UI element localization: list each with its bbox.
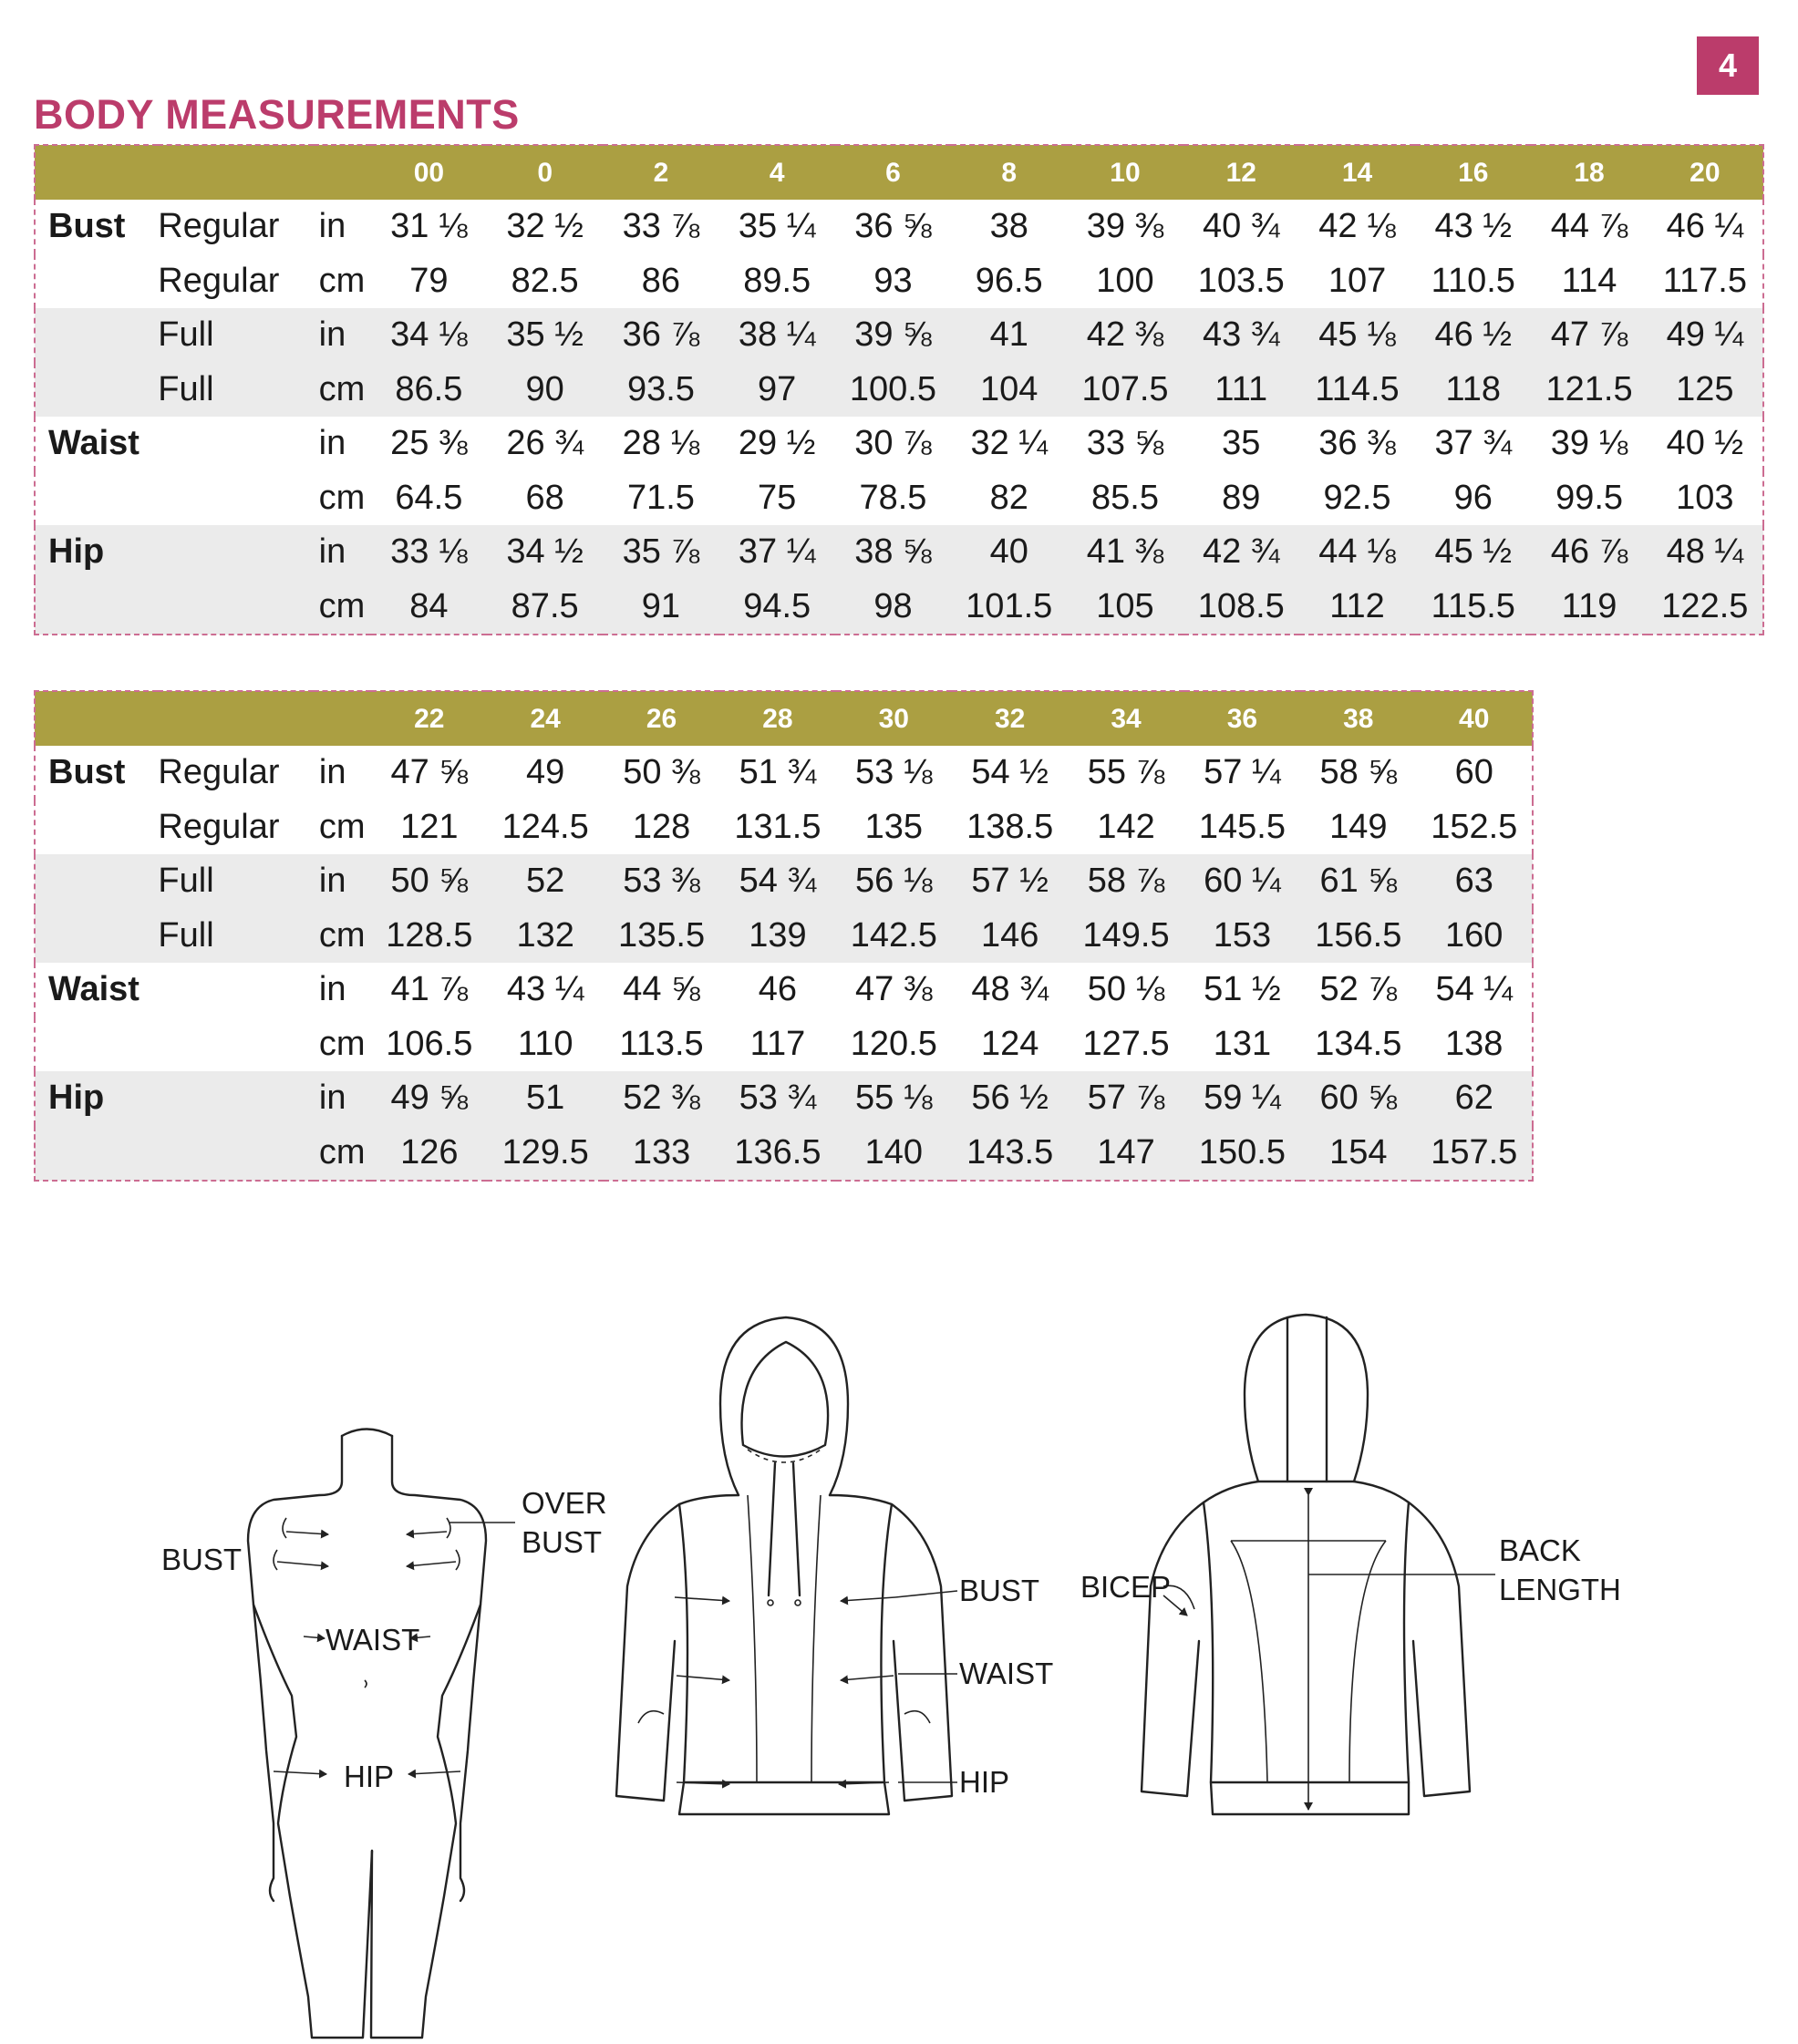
size-header-cell: 18 — [1531, 145, 1647, 200]
value-cell: 51 — [487, 1071, 603, 1126]
value-cell: 113.5 — [619, 1024, 704, 1063]
label-bust: BUST — [161, 1543, 243, 1576]
label-hoodie-hip: HIP — [959, 1765, 1010, 1799]
measure-cell — [35, 363, 158, 418]
table-row — [35, 746, 1533, 800]
value-cell: 35 ⅞ — [603, 525, 718, 580]
unit-cell: cm — [318, 261, 366, 300]
size-header-cell: 2 — [603, 145, 718, 200]
value-cell: 54 ½ — [971, 753, 1049, 792]
label-over-bust-1: OVER — [522, 1486, 607, 1520]
value-cell: 94.5 — [719, 580, 835, 635]
value-cell: 89.5 — [743, 261, 811, 300]
value-cell: 93 — [873, 261, 913, 300]
value-cell: 35 — [1222, 424, 1261, 463]
value-cell: 52 ⅜ — [604, 1071, 719, 1126]
value-cell: 150.5 — [1184, 1126, 1300, 1182]
value-cell: 160 — [1416, 909, 1533, 964]
value-cell: 99.5 — [1555, 478, 1624, 517]
value-cell: 132 — [487, 909, 603, 964]
label-over-bust-2: BUST — [522, 1525, 603, 1559]
value-cell: 48 ¾ — [971, 970, 1049, 1009]
value-cell: 138.5 — [966, 807, 1054, 846]
value-cell: 98 — [835, 580, 951, 635]
value-cell: 124 — [980, 1024, 1039, 1063]
measure-cell: Waist — [48, 424, 140, 463]
measurement-diagrams — [0, 1276, 1798, 2044]
value-cell: 53 ⅛ — [855, 753, 933, 792]
size-header-cell: 14 — [1299, 145, 1415, 200]
value-cell: 117 — [749, 1024, 806, 1063]
size-table-2 — [34, 690, 1534, 1182]
value-cell: 40 — [951, 525, 1067, 580]
table-row — [35, 1017, 1533, 1072]
value-cell: 37 ¾ — [1434, 424, 1513, 463]
value-cell: 30 ⅞ — [854, 424, 932, 463]
fit-type-cell — [158, 1071, 314, 1126]
fit-type-cell — [158, 1017, 314, 1072]
value-cell: 126 — [371, 1126, 487, 1182]
value-cell: 39 ⅝ — [835, 308, 951, 363]
value-cell: 44 ⅛ — [1299, 525, 1415, 580]
label-bicep: BICEP — [1080, 1570, 1172, 1604]
size-header-row — [35, 145, 1763, 200]
value-cell: 75 — [758, 478, 797, 517]
value-cell: 110 — [517, 1024, 574, 1063]
fit-type-cell: Full — [158, 363, 313, 418]
unit-cell: in — [318, 970, 346, 1009]
size-header-cell: 40 — [1416, 691, 1533, 746]
value-cell: 54 ¾ — [719, 854, 835, 909]
value-cell: 68 — [525, 478, 564, 517]
fit-type-cell: Full — [158, 909, 314, 964]
value-cell: 93.5 — [603, 363, 718, 418]
value-cell: 135 — [864, 807, 923, 846]
unit-cell: in — [318, 753, 346, 792]
size-header-cell: 20 — [1648, 145, 1763, 200]
value-cell: 79 — [409, 261, 449, 300]
value-cell: 153 — [1184, 909, 1300, 964]
hoodie-back — [1142, 1315, 1470, 1814]
unit-cell: cm — [318, 1024, 366, 1063]
fit-type-cell: Full — [158, 308, 313, 363]
fit-type-cell: Full — [158, 854, 314, 909]
fit-type-cell — [158, 417, 313, 471]
value-cell: 25 ⅜ — [390, 424, 468, 463]
value-cell: 114.5 — [1299, 363, 1415, 418]
value-cell: 50 ⅜ — [623, 753, 700, 792]
value-cell: 39 ⅛ — [1550, 424, 1628, 463]
value-cell: 38 ⅝ — [835, 525, 951, 580]
value-cell: 53 ¾ — [719, 1071, 835, 1126]
measure-cell — [35, 1126, 158, 1182]
fit-type-cell — [158, 580, 313, 635]
value-cell: 152.5 — [1431, 807, 1518, 846]
table-row — [35, 1071, 1533, 1126]
size-header-cell: 34 — [1068, 691, 1183, 746]
value-cell: 89 — [1222, 478, 1261, 517]
value-cell: 107.5 — [1067, 363, 1183, 418]
value-cell: 121 — [400, 807, 459, 846]
value-cell: 55 ⅞ — [1087, 753, 1165, 792]
value-cell: 43 ¼ — [506, 970, 584, 1009]
measure-cell — [35, 909, 158, 964]
header-blank-cell — [35, 145, 158, 200]
value-cell: 84 — [371, 580, 487, 635]
value-cell: 34 ⅛ — [371, 308, 487, 363]
table-row — [35, 308, 1763, 363]
fit-type-cell: Regular — [158, 207, 280, 246]
page-number-badge: 4 — [1697, 36, 1759, 95]
fit-type-cell — [158, 1126, 314, 1182]
value-cell: 112 — [1299, 580, 1415, 635]
value-cell: 63 — [1416, 854, 1533, 909]
value-cell: 35 ¼ — [738, 207, 816, 246]
header-blank-cell — [314, 691, 371, 746]
value-cell: 96.5 — [975, 261, 1043, 300]
value-cell: 60 ¼ — [1184, 854, 1300, 909]
value-cell: 106.5 — [386, 1024, 473, 1063]
size-header-cell: 26 — [604, 691, 719, 746]
value-cell: 51 ½ — [1204, 970, 1281, 1009]
value-cell: 46 ¼ — [1666, 207, 1744, 246]
header-blank-cell — [35, 691, 158, 746]
value-cell: 35 ½ — [487, 308, 603, 363]
measure-cell — [35, 800, 158, 855]
value-cell: 46 ½ — [1415, 308, 1531, 363]
header-blank-cell — [158, 145, 313, 200]
value-cell: 40 ½ — [1666, 424, 1744, 463]
value-cell: 142 — [1097, 807, 1155, 846]
fit-type-cell — [158, 471, 313, 526]
value-cell: 82.5 — [511, 261, 579, 300]
value-cell: 57 ½ — [952, 854, 1068, 909]
page-title: BODY MEASUREMENTS — [34, 91, 520, 138]
value-cell: 105 — [1067, 580, 1183, 635]
value-cell: 41 ⅜ — [1067, 525, 1183, 580]
measure-cell: Bust — [48, 753, 126, 792]
value-cell: 97 — [719, 363, 835, 418]
value-cell: 46 ⅞ — [1531, 525, 1647, 580]
value-cell: 96 — [1453, 478, 1493, 517]
label-back-length-1: BACK — [1499, 1533, 1581, 1567]
value-cell: 52 ⅞ — [1319, 970, 1398, 1009]
value-cell: 50 ⅝ — [371, 854, 487, 909]
measure-cell — [35, 854, 158, 909]
table-row — [35, 800, 1533, 855]
size-header-cell: 24 — [487, 691, 603, 746]
value-cell: 124.5 — [501, 807, 589, 846]
value-cell: 31 ⅛ — [390, 207, 468, 246]
value-cell: 131.5 — [734, 807, 822, 846]
value-cell: 136.5 — [719, 1126, 835, 1182]
value-cell: 110.5 — [1431, 261, 1515, 300]
label-hoodie-waist: WAIST — [959, 1657, 1054, 1690]
size-header-cell: 36 — [1184, 691, 1300, 746]
size-header-cell: 22 — [371, 691, 487, 746]
value-cell: 49 ¼ — [1648, 308, 1763, 363]
table-row — [35, 254, 1763, 309]
value-cell: 44 ⅞ — [1550, 207, 1628, 246]
value-cell: 57 ¼ — [1204, 753, 1281, 792]
unit-cell: in — [314, 308, 371, 363]
value-cell: 154 — [1300, 1126, 1416, 1182]
size-header-cell: 38 — [1300, 691, 1416, 746]
value-cell: 103.5 — [1197, 261, 1285, 300]
value-cell: 108.5 — [1183, 580, 1299, 635]
value-cell: 48 ¼ — [1648, 525, 1763, 580]
size-header-cell: 16 — [1415, 145, 1531, 200]
value-cell: 127.5 — [1082, 1024, 1170, 1063]
size-header-cell: 8 — [951, 145, 1067, 200]
value-cell: 32 ¼ — [970, 424, 1048, 463]
value-cell: 82 — [989, 478, 1028, 517]
measure-cell — [35, 580, 158, 635]
value-cell: 71.5 — [626, 478, 695, 517]
value-cell: 143.5 — [952, 1126, 1068, 1182]
value-cell: 86.5 — [371, 363, 487, 418]
measure-cell: Bust — [48, 207, 126, 246]
value-cell: 51 ¾ — [739, 753, 817, 792]
value-cell: 28 ⅛ — [622, 424, 700, 463]
value-cell: 41 ⅞ — [390, 970, 469, 1009]
value-cell: 146 — [952, 909, 1068, 964]
value-cell: 58 ⅝ — [1319, 753, 1398, 792]
value-cell: 134.5 — [1315, 1024, 1402, 1063]
value-cell: 38 — [989, 207, 1028, 246]
value-cell: 45 ½ — [1415, 525, 1531, 580]
value-cell: 114 — [1561, 261, 1617, 300]
value-cell: 49 — [526, 753, 565, 792]
label-hip: HIP — [344, 1760, 395, 1793]
value-cell: 117.5 — [1662, 261, 1747, 300]
unit-cell: in — [314, 525, 371, 580]
value-cell: 145.5 — [1198, 807, 1286, 846]
value-cell: 87.5 — [487, 580, 603, 635]
value-cell: 147 — [1068, 1126, 1183, 1182]
value-cell: 47 ⅞ — [1531, 308, 1647, 363]
table-row — [35, 854, 1533, 909]
value-cell: 100.5 — [835, 363, 951, 418]
table-row — [35, 580, 1763, 635]
table-row — [35, 963, 1533, 1017]
hoodie-arrows — [675, 1591, 957, 1784]
table-row — [35, 471, 1763, 526]
value-cell: 121.5 — [1531, 363, 1647, 418]
table-row — [35, 200, 1763, 254]
value-cell: 138 — [1445, 1024, 1504, 1063]
value-cell: 149 — [1329, 807, 1388, 846]
value-cell: 42 ⅜ — [1067, 308, 1183, 363]
value-cell: 142.5 — [836, 909, 952, 964]
value-cell: 59 ¼ — [1184, 1071, 1300, 1126]
value-cell: 50 ⅛ — [1087, 970, 1165, 1009]
value-cell: 47 ⅝ — [390, 753, 469, 792]
value-cell: 58 ⅞ — [1068, 854, 1183, 909]
table-row — [35, 363, 1763, 418]
value-cell: 91 — [603, 580, 718, 635]
value-cell: 40 ¾ — [1202, 207, 1280, 246]
unit-cell: cm — [318, 807, 366, 846]
value-cell: 29 ½ — [738, 424, 816, 463]
measure-cell — [35, 1017, 158, 1072]
measure-cell: Hip — [35, 525, 158, 580]
value-cell: 42 ⅛ — [1318, 207, 1396, 246]
value-cell: 149.5 — [1068, 909, 1183, 964]
value-cell: 156.5 — [1300, 909, 1416, 964]
value-cell: 129.5 — [487, 1126, 603, 1182]
fit-type-cell: Regular — [158, 807, 280, 846]
value-cell: 33 ⅞ — [622, 207, 700, 246]
value-cell: 103 — [1676, 478, 1734, 517]
value-cell: 61 ⅝ — [1300, 854, 1416, 909]
value-cell: 100 — [1096, 261, 1154, 300]
unit-cell: in — [318, 207, 346, 246]
fit-type-cell — [158, 525, 313, 580]
unit-cell: in — [318, 424, 346, 463]
measure-cell: Waist — [48, 970, 140, 1009]
size-header-cell: 30 — [836, 691, 952, 746]
value-cell: 41 — [951, 308, 1067, 363]
value-cell: 131 — [1213, 1024, 1272, 1063]
value-cell: 37 ¼ — [719, 525, 835, 580]
value-cell: 118 — [1415, 363, 1531, 418]
size-header-cell: 6 — [835, 145, 951, 200]
value-cell: 33 ⅛ — [371, 525, 487, 580]
value-cell: 36 ⅞ — [603, 308, 718, 363]
value-cell: 39 ⅜ — [1086, 207, 1164, 246]
size-table-1 — [34, 144, 1764, 635]
value-cell: 86 — [641, 261, 681, 300]
measure-cell — [35, 308, 158, 363]
value-cell: 56 ⅛ — [836, 854, 952, 909]
label-back-length-2: LENGTH — [1499, 1573, 1621, 1606]
size-header-row — [35, 691, 1533, 746]
value-cell: 90 — [487, 363, 603, 418]
value-cell: 157.5 — [1416, 1126, 1533, 1182]
body-figure — [248, 1430, 486, 2039]
value-cell: 119 — [1531, 580, 1647, 635]
size-header-cell: 28 — [719, 691, 835, 746]
value-cell: 43 ¾ — [1183, 308, 1299, 363]
value-cell: 107 — [1328, 261, 1387, 300]
unit-cell: cm — [314, 909, 371, 964]
unit-cell: cm — [314, 580, 371, 635]
fit-type-cell: Regular — [158, 753, 280, 792]
value-cell: 43 ½ — [1434, 207, 1513, 246]
unit-cell: in — [314, 1071, 371, 1126]
fit-type-cell — [158, 963, 314, 1017]
value-cell: 104 — [951, 363, 1067, 418]
value-cell: 62 — [1416, 1071, 1533, 1126]
size-header-cell: 0 — [487, 145, 603, 200]
value-cell: 52 — [487, 854, 603, 909]
value-cell: 54 ¼ — [1435, 970, 1513, 1009]
value-cell: 33 ⅝ — [1086, 424, 1164, 463]
table-row — [35, 909, 1533, 964]
value-cell: 44 ⅝ — [623, 970, 700, 1009]
measure-cell — [35, 254, 158, 309]
value-cell: 139 — [719, 909, 835, 964]
value-cell: 92.5 — [1323, 478, 1391, 517]
label-hoodie-bust: BUST — [959, 1574, 1040, 1607]
value-cell: 128 — [632, 807, 691, 846]
value-cell: 38 ¼ — [719, 308, 835, 363]
size-header-cell: 10 — [1067, 145, 1183, 200]
value-cell: 78.5 — [859, 478, 927, 517]
value-cell: 53 ⅜ — [604, 854, 719, 909]
value-cell: 34 ½ — [487, 525, 603, 580]
fit-type-cell: Regular — [158, 261, 280, 300]
header-blank-cell — [314, 145, 371, 200]
value-cell: 122.5 — [1648, 580, 1763, 635]
value-cell: 135.5 — [604, 909, 719, 964]
unit-cell: cm — [318, 478, 366, 517]
size-header-cell: 32 — [952, 691, 1068, 746]
value-cell: 64.5 — [395, 478, 463, 517]
value-cell: 46 — [758, 970, 798, 1009]
value-cell: 128.5 — [371, 909, 487, 964]
value-cell: 36 ⅝ — [854, 207, 932, 246]
header-blank-cell — [158, 691, 314, 746]
table-row — [35, 1126, 1533, 1182]
value-cell: 32 ½ — [506, 207, 584, 246]
unit-cell: in — [314, 854, 371, 909]
value-cell: 55 ⅛ — [836, 1071, 952, 1126]
value-cell: 140 — [836, 1126, 952, 1182]
value-cell: 111 — [1183, 363, 1299, 418]
value-cell: 120.5 — [850, 1024, 937, 1063]
label-waist: WAIST — [326, 1623, 420, 1657]
hoodie-front — [616, 1317, 952, 1814]
value-cell: 133 — [604, 1126, 719, 1182]
unit-cell: cm — [314, 363, 371, 418]
value-cell: 26 ¾ — [506, 424, 584, 463]
size-header-cell: 12 — [1183, 145, 1299, 200]
value-cell: 57 ⅞ — [1068, 1071, 1183, 1126]
value-cell: 47 ⅜ — [855, 970, 933, 1009]
size-header-cell: 00 — [371, 145, 487, 200]
table-row — [35, 417, 1763, 471]
value-cell: 115.5 — [1415, 580, 1531, 635]
value-cell: 60 ⅝ — [1300, 1071, 1416, 1126]
value-cell: 49 ⅝ — [371, 1071, 487, 1126]
unit-cell: cm — [314, 1126, 371, 1182]
value-cell: 125 — [1648, 363, 1763, 418]
size-header-cell: 4 — [719, 145, 835, 200]
value-cell: 85.5 — [1091, 478, 1159, 517]
value-cell: 101.5 — [951, 580, 1067, 635]
value-cell: 60 — [1454, 753, 1493, 792]
measure-cell: Hip — [35, 1071, 158, 1126]
value-cell: 56 ½ — [952, 1071, 1068, 1126]
value-cell: 45 ⅛ — [1299, 308, 1415, 363]
value-cell: 36 ⅜ — [1318, 424, 1396, 463]
value-cell: 42 ¾ — [1183, 525, 1299, 580]
table-row — [35, 525, 1763, 580]
measure-cell — [35, 471, 158, 526]
